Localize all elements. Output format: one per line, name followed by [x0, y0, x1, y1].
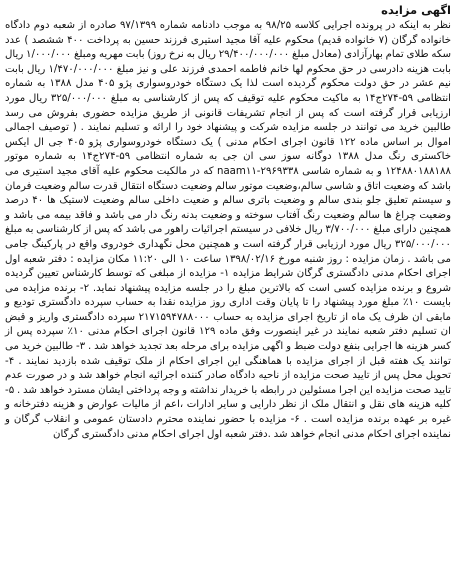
notice-title: اگهی مزایده	[381, 3, 451, 17]
notice-body: نظر به اینکه در پرونده اجرایی کلاسه ۹۸/۲۵ به موجب دادنامه شماره ۹۷/۱۳۹۹ صادره از شعبه دوم دادگاه خانواده گرگان (۷ خانواده قدیم) محکوم علیه آقا مجید استیری فرزند حسین به پرداخت ۴۰۰ ششصد ) عدد سکه طلای تمام بهارآزادی (معادل مبلغ ۲۹/۴۰۰/۰۰۰/۰۰۰ ریال به نرخ روز) بابت مهریه ومبلغ ۱/۰۰۰/۰۰۰ ریال بابت هزینه دادرسی در حق محکوم لها خانم فاطمه احمدی فرزند علی و نیز مبلغ ۱/۴۷۰/۰۰۰/۰۰۰ ریال بابت نیم عشر در حق دولت محکوم گردیده است لذا یک دستگاه خودروسواری پژو ۴۰۵ مدل ۱۳۸۸ به شماره انتظامی ۵۹-۲۷۴ج۱۴ به ماکیت محکوم علیه توقیف که پس از کارشناسی به مبلغ ۳۲۵/۰۰۰/۰۰۰ ریال مورد ارزیابی قرار گرفته است که پس از انجام تشریفات قانونی از طریق مزایده حضوری بفروش می رسد طالبین خرید می توانند در جلسه مزایده شرکت و پیشنهاد خود را ارائه و تسلیم نمایند . ( توصیف اجمالی اموال بر اساس ماده ۱۲۲ قانون اجرای احکام مدنی ) یک دستگاه خودروسواری پژو ۴۰۵ جی ال ایکس خاکستری رنگ مدل ۱۳۸۸ دوگانه سوز سی ان جی به شماره انتظامی ۵۹-۲۷۴ج۱۴ به شماره موتور ۱۲۴۸۸۰۱۸۸۱۸۸ و به شماره شاسی naam۱۱-۲۹۶۹۳۳۸ که در مالکیت محکوم علیه آقای مجید استیری می باشد که وضعیت اتاق و شاسی سالم،وضعیت موتور سالم وضعیت دستگاه انتقال قدرت سالم وضعیت فرمان و سیستم تعلیق جلو بندی سالم و وضعیت باتری سالم و ضعیت داخلی سالم وضعیت لاستیک ها ۴۰ درصد وضعیت چراغ ها سالم وضعیت رنگ آفتاب سوخته و وضعیت بدنه رنگ دار می باشد و فاقد بیمه می باشد و همچنین دارای مبلغ ۳/۷۰۰/۰۰۰ ریال خلافی در سیستم اجرائیات راهور می باشد که پس از کارشناسی به مبلغ ۳۲۵/۰۰۰/۰۰۰ ریال مورد ارزیابی قرار گرفته است و همچنین محل نگهداری خودروی واقع در پارکینگ جامی می باشد . زمان مزایده : روز شنبه مورخ ۱۳۹۸/۰۲/۱۶ ساعت ۱۰ الی ۱۱:۲۰ مکان مزایده : دفتر شعبه اول اجرای احکام مدنی دادگستری گرگان شرایط مزایده ۱- مزایده از مبلغی که توسط کارشناس تعیین گردیده شروع و برنده مزایده کسی است که بالاترین مبلغ را در جلسه مزایده پیشنهاد نماید. ۲- برنده مزایده می بایست ۱۰٪ مبلغ مورد پیشنهاد را تا پایان وقت اداری روز مزایده نقدا به حساب سپرده دادگستری تودیع و مابقی ان ظرف یک ماه از تاریخ اجرای مزایده به حساب ۲۱۷۱۵۹۴۷۸۸۰۰۰ سپرده دادگستری واریز و قبض ان تسلیم دفتر شعبه نمایند در غیر اینصورت وفق ماده ۱۲۹ قانون اجرای احکام مدنی ۱۰٪ سپرده پس از کسر هزینه ها اجرایی بنفع دولت ضبط و اگهی مزایده برای مرحله بعد تجدید خواهد شد . ۳- طالبین خرید می توانند یک هفته قبل از اجرای مزایده با هماهنگی این اجرای احکام از ملک توقیف شده بازدید نمایند . ۴- تحویل محل پس از تایید صحت مزایده از ناحیه دادگاه صادر کننده اجرائیه انجام خواهد شد و در صورت عدم تایید صحت مزایده این اجرا مسئولین در رابطه با خریدار نداشته و وجه پرداختی ایشان مسترد خواهد شد . ۵- کلیه هزینه های نقل و انتقال ملک از نظر دارایی و سایر ادارات ،اعم از مالیات عوارض و هزینه دفترخانه و غیره بر عهده برنده مزایده است . ۶- مزایده با حضور نماینده محترم دادستان عمومی و انقلاب گرگان و نماینده اجرای احکام مدنی انجام خواهد شد .دفتر شعبه اول اجرای احکام مدنی دادگستری گرگان	[5, 20, 452, 440]
